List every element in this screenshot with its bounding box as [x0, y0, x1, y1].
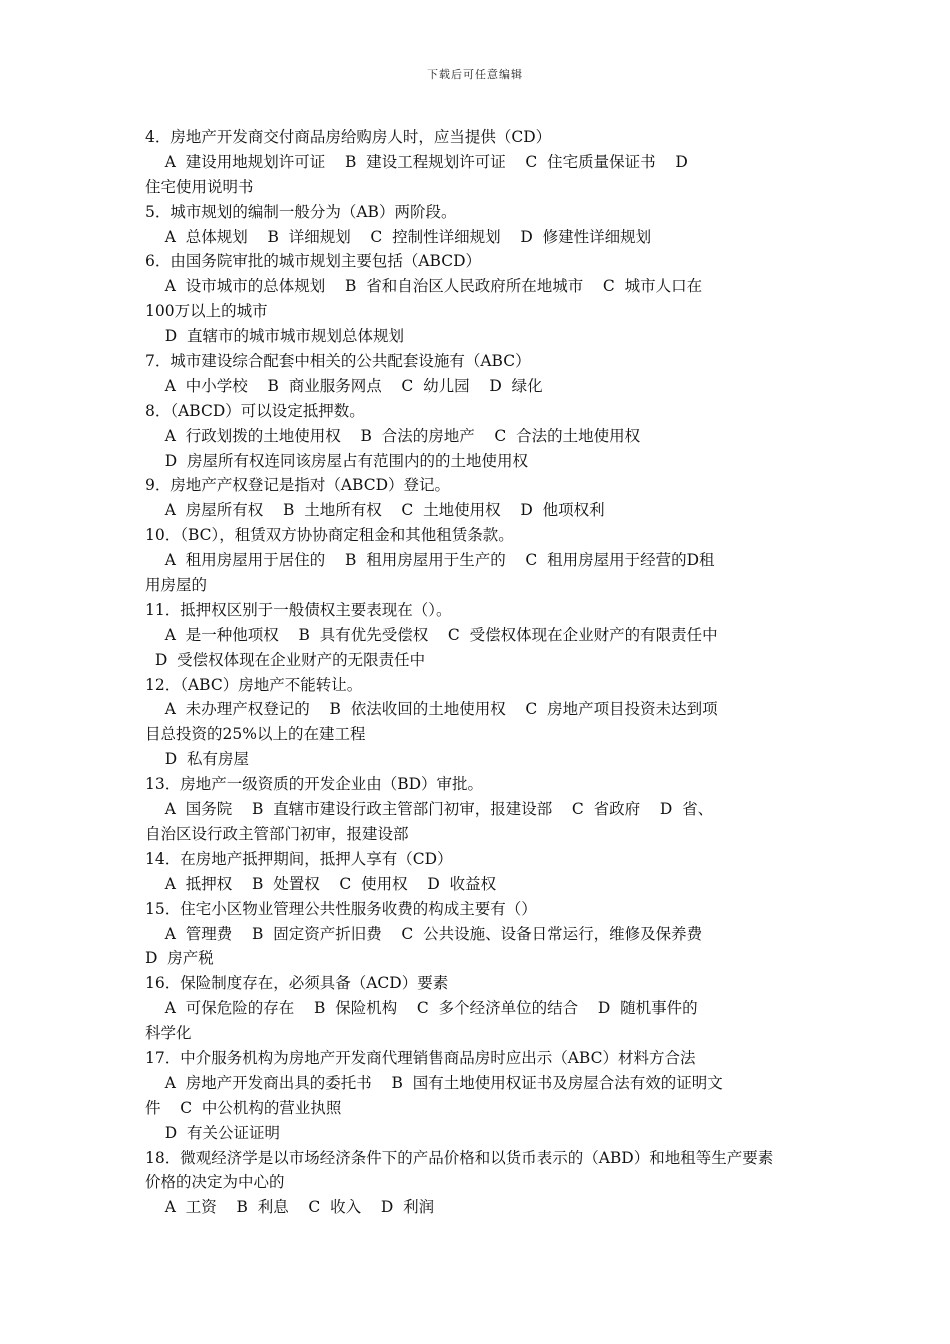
text-line: 4．房地产开发商交付商品房给购房人时，应当提供（CD）: [145, 128, 552, 146]
text-line: 13．房地产一级资质的开发企业由（BD）审批。: [145, 775, 484, 794]
text-line: D 有关公证证明: [145, 1123, 280, 1142]
text-line: A 行政划拨的土地使用权 B 合法的房地产 C 合法的土地使用权: [145, 426, 641, 445]
text-line: A 中小学校 B 商业服务网点 C 幼儿园 D 绿化: [145, 376, 543, 395]
text-line: D 房产税: [145, 949, 214, 968]
text-line: 住宅使用说明书: [145, 177, 254, 196]
text-line: A 国务院 B 直辖市建设行政主管部门初审，报建设部 C 省政府 D 省、: [145, 800, 714, 819]
text-line: A 管理费 B 固定资产折旧费 C 公共设施、设备日常运行，维修及保养费: [145, 924, 703, 943]
text-line: A 设市城市的总体规划 B 省和自治区人民政府所在地城市 C 城市人口在: [145, 277, 703, 296]
text-line: 14．在房地产抵押期间，抵押人享有（CD）: [145, 849, 453, 868]
text-line: 12．（ABC）房地产不能转让。: [145, 675, 363, 694]
text-line: 6．由国务院审批的城市规划主要包括（ABCD）: [145, 252, 482, 271]
text-line: D 直辖市的城市城市规划总体规划: [145, 327, 404, 346]
text-line: 16．保险制度存在，必须具备（ACD）要素: [145, 974, 449, 993]
text-line: 8．（ABCD）可以设定抵押数。: [145, 401, 365, 420]
text-line: A 未办理产权登记的 B 依法收回的土地使用权 C 房地产项目投资未达到项: [145, 700, 718, 719]
text-line: D 私有房屋: [145, 750, 249, 769]
text-line: 目总投资的25%以上的在建工程: [145, 725, 366, 744]
text-line: A 房地产开发商出具的委托书 B 国有土地使用权证书及房屋合法有效的证明文: [145, 1073, 723, 1092]
text-line: 件 C 中公机构的营业执照: [145, 1098, 342, 1117]
text-line: 用房屋的: [145, 576, 208, 595]
text-line: D 房屋所有权连同该房屋占有范围内的的土地使用权: [145, 451, 528, 470]
text-line: 15．住宅小区物业管理公共性服务收费的构成主要有（）: [145, 899, 537, 918]
text-line: 11．抵押权区别于一般债权主要表现在（）。: [145, 600, 452, 619]
text-line: 科学化: [145, 1024, 192, 1043]
text-line: 10．（BC），租赁双方协协商定租金和其他租赁条款。: [145, 526, 514, 545]
text-line: A 工资 B 利息 C 收入 D 利润: [145, 1198, 435, 1217]
document-body: [145, 125, 815, 1220]
text-line: A 抵押权 B 处置权 C 使用权 D 收益权: [145, 874, 497, 893]
text-line: 价格的决定为中心的: [145, 1173, 285, 1192]
text-line: 17．中介服务机构为房地产开发商代理销售商品房时应出示（ABC）材料方合法: [145, 1048, 696, 1067]
text-line: 9．房地产产权登记是指对（ABCD）登记。: [145, 476, 451, 495]
text-line: 7．城市建设综合配套中相关的公共配套设施有（ABC）: [145, 352, 531, 371]
text-line: A 房屋所有权 B 土地所有权 C 土地使用权 D 他项权利: [145, 501, 605, 520]
text-line: 100万以上的城市: [145, 302, 268, 321]
text-line: D 受偿权体现在企业财产的无限责任中: [145, 650, 426, 669]
text-line: A 是一种他项权 B 具有优先受偿权 C 受偿权体现在企业财产的有限责任中: [145, 625, 718, 644]
text-line: 自治区设行政主管部门初审，报建设部: [145, 824, 409, 843]
text-line: A 租用房屋用于居住的 B 租用房屋用于生产的 C 租用房屋用于经营的D租: [145, 551, 715, 570]
text-line: A 总体规划 B 详细规划 C 控制性详细规划 D 修建性详细规划: [145, 227, 652, 246]
text-line: A 可保危险的存在 B 保险机构 C 多个经济单位的结合 D 随机事件的: [145, 999, 698, 1018]
text-line: A 建设用地规划许可证 B 建设工程规划许可证 C 住宅质量保证书 D: [145, 152, 688, 171]
text-line: 18．微观经济学是以市场经济条件下的产品价格和以货币表示的（ABD）和地租等生产要素: [145, 1148, 774, 1167]
text-line: 5．城市规划的编制一般分为（AB）两阶段。: [145, 202, 457, 221]
page-header: 下载后可任意编辑: [427, 68, 523, 81]
